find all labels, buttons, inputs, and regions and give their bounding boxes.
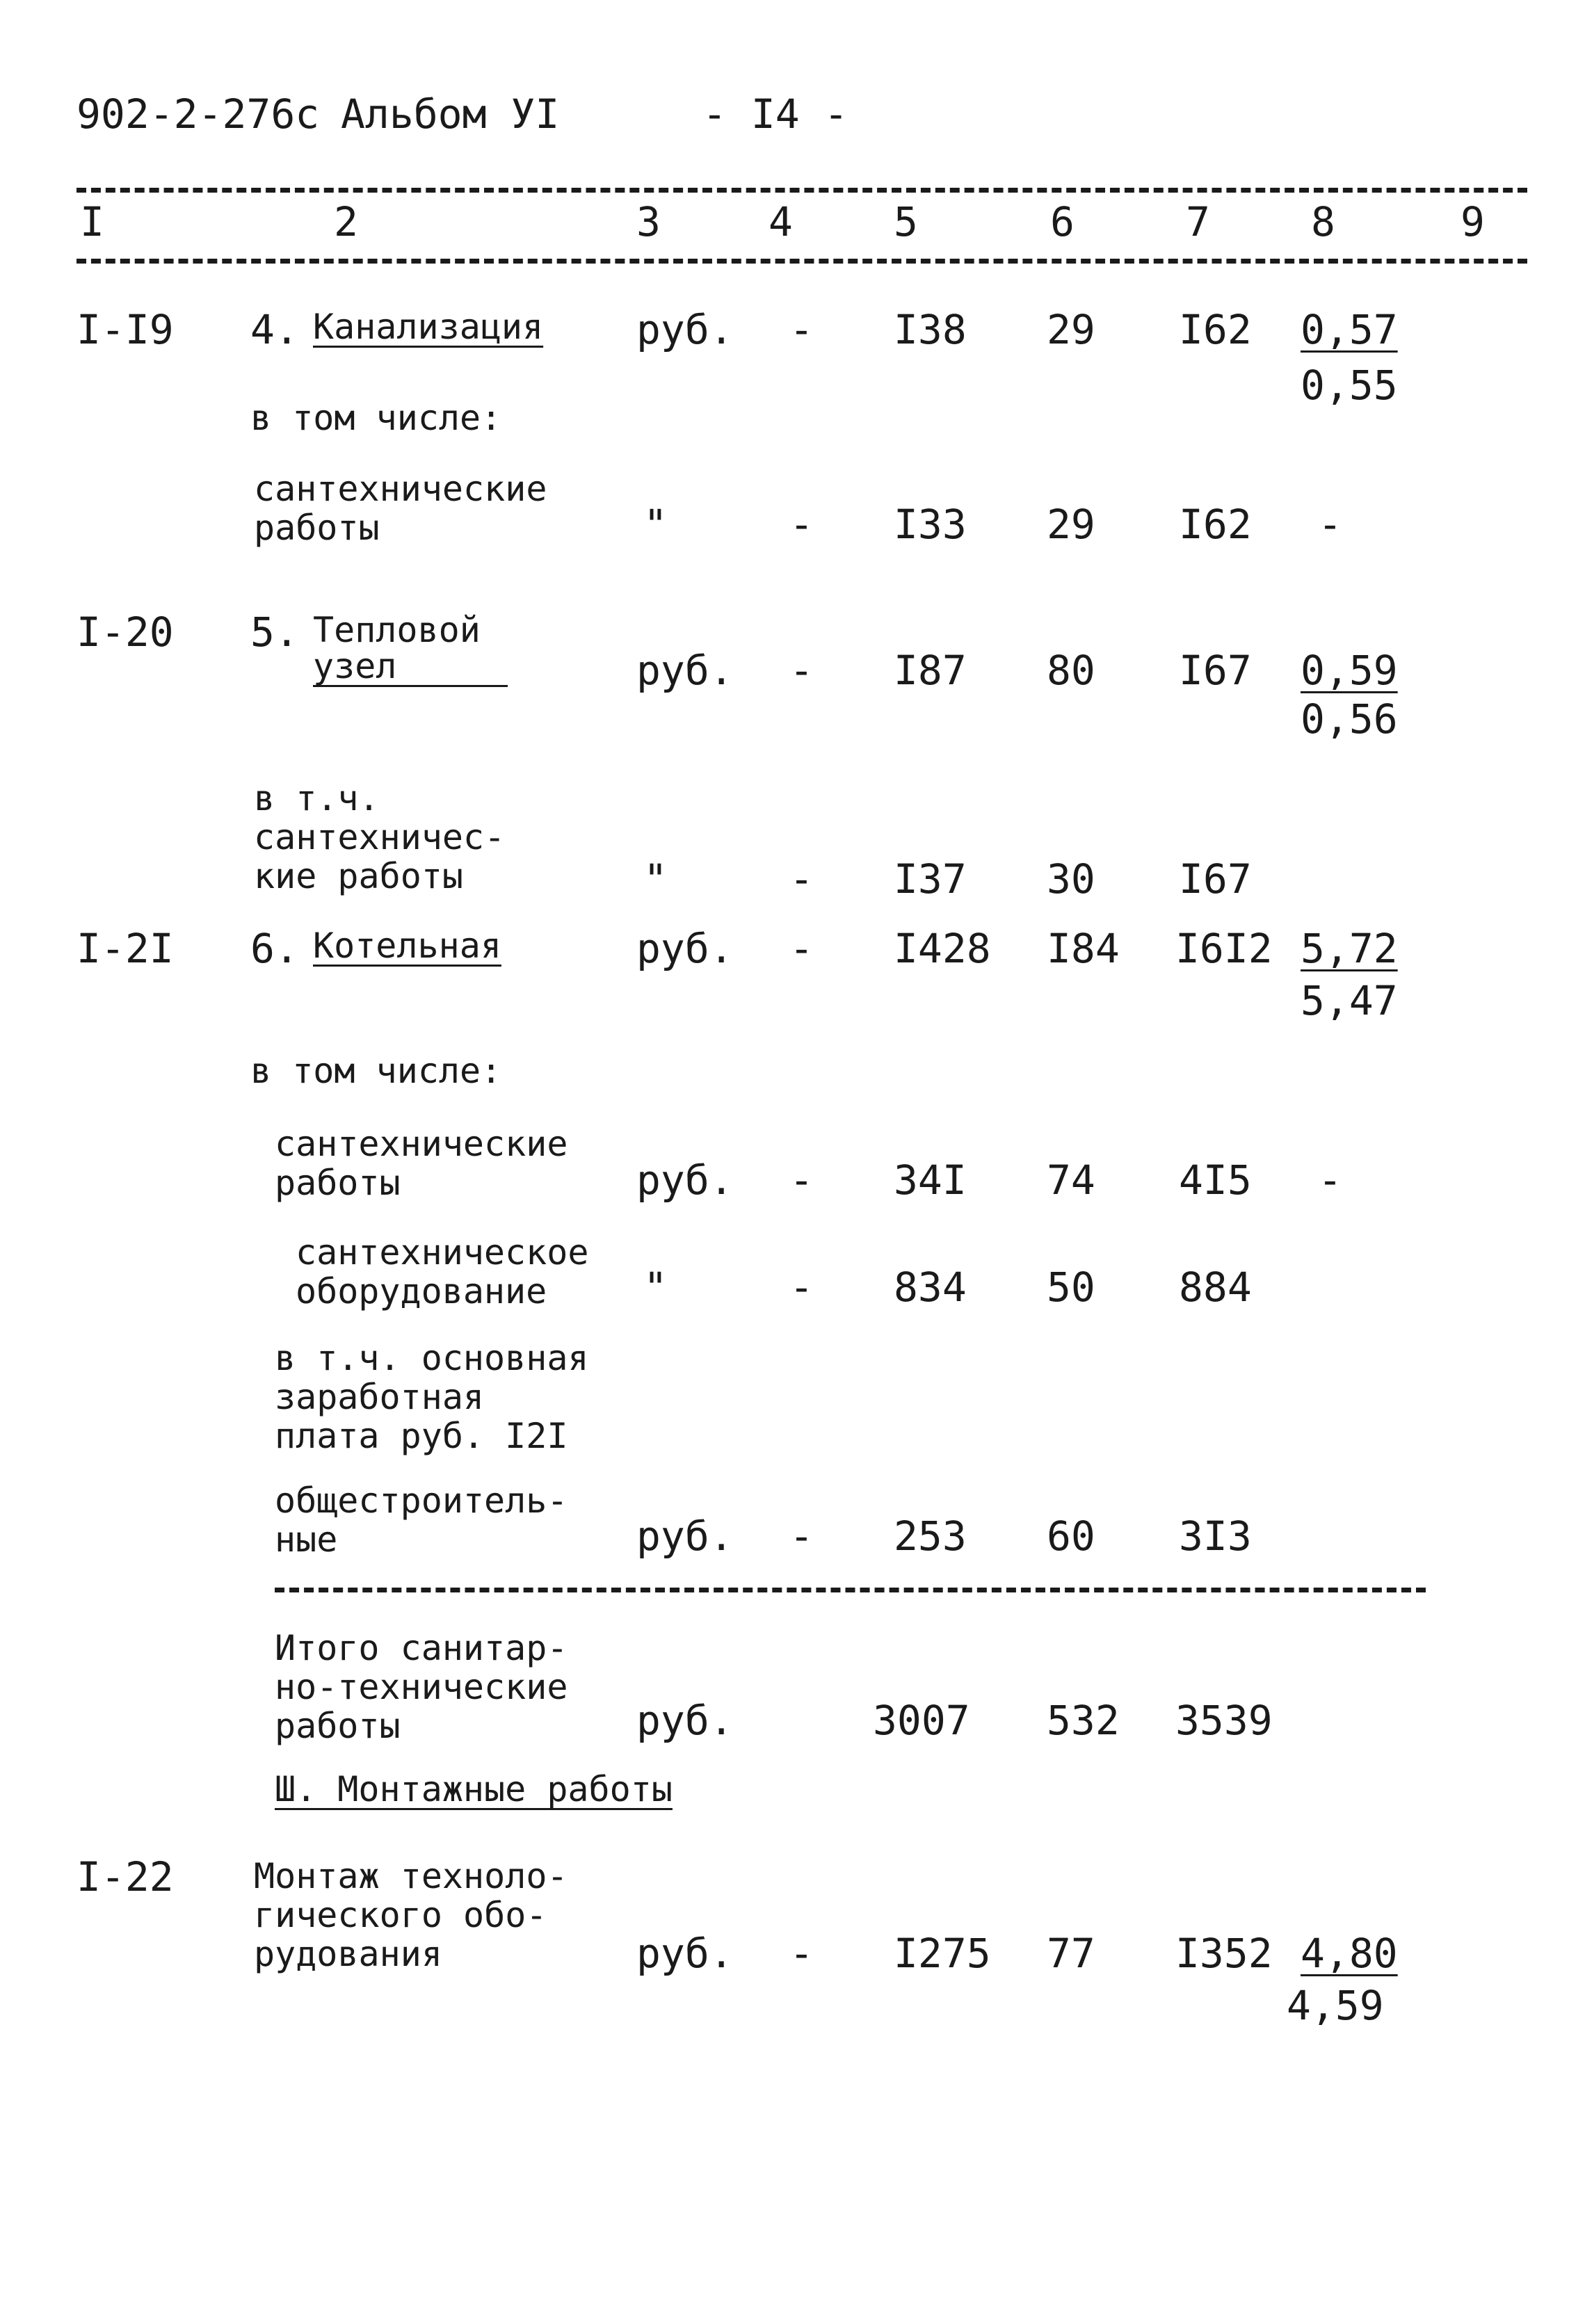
row-name: общестроитель- ные <box>275 1480 568 1560</box>
row-unit: " <box>643 855 668 903</box>
column-header-7: 7 <box>1186 198 1210 245</box>
row-col7: I67 <box>1179 855 1252 903</box>
row-col6: 80 <box>1047 647 1095 694</box>
row-col4: - <box>789 1930 814 1977</box>
row-col6: 74 <box>1047 1156 1095 1204</box>
row-name: Котельная <box>313 926 501 966</box>
album-label: Альбом УI <box>341 90 560 138</box>
row-col6: 50 <box>1047 1264 1095 1311</box>
row-col5: I33 <box>894 501 967 548</box>
row-name-prefix: 4. <box>250 306 299 353</box>
row-col5: I428 <box>894 925 991 972</box>
row-unit: " <box>643 501 668 548</box>
name-underline-extension <box>389 685 508 687</box>
column-header-4: 4 <box>769 198 793 245</box>
row-name-line2: узел <box>313 646 397 686</box>
row-col8: - <box>1318 501 1342 548</box>
row-col6: 77 <box>1047 1930 1095 1977</box>
row-col7: I62 <box>1179 306 1252 353</box>
page-number: - I4 - <box>702 90 848 138</box>
subtotal-rule <box>275 1588 1426 1592</box>
row-col5: 834 <box>894 1264 967 1311</box>
row-col8-top: 0,59 <box>1301 647 1398 694</box>
row-col4: - <box>789 855 814 903</box>
row-col5: I275 <box>894 1930 991 1977</box>
column-header-3: 3 <box>636 198 661 245</box>
row-id: I-22 <box>77 1853 174 1901</box>
row-unit: руб. <box>636 647 734 694</box>
document-code: 902-2-276с <box>77 90 320 138</box>
row-col4: - <box>789 501 814 548</box>
column-header-6: 6 <box>1050 198 1075 245</box>
row-name: сантехническое оборудование <box>296 1232 589 1312</box>
row-col4: - <box>789 1264 814 1311</box>
row-col6: 29 <box>1047 306 1095 353</box>
row-name: сантехнические работы <box>275 1124 568 1203</box>
row-unit: руб. <box>636 306 734 353</box>
row-col5: I37 <box>894 855 967 903</box>
row-unit: " <box>643 1264 668 1311</box>
row-col4: - <box>789 647 814 694</box>
total-unit: руб. <box>636 1697 734 1744</box>
row-col7: I6I2 <box>1175 925 1273 972</box>
row-unit: руб. <box>636 925 734 972</box>
row-unit: руб. <box>636 1156 734 1204</box>
row-name: в т.ч. сантехничес- кие работы <box>254 778 506 896</box>
row-subheading: в том числе: <box>250 398 502 438</box>
section-heading: Ш. Монтажные работы <box>275 1769 673 1809</box>
row-col4: - <box>789 306 814 353</box>
row-unit: руб. <box>636 1512 734 1560</box>
column-header-5: 5 <box>894 198 918 245</box>
row-col6: 29 <box>1047 501 1095 548</box>
row-col8-bottom: 0,56 <box>1301 695 1398 743</box>
row-col8-top: 4,80 <box>1301 1930 1398 1977</box>
row-col5: 253 <box>894 1512 967 1560</box>
row-col6: 30 <box>1047 855 1095 903</box>
row-id: I-20 <box>77 608 174 656</box>
row-col4: - <box>789 1156 814 1204</box>
column-header-9: 9 <box>1461 198 1485 245</box>
row-id: I-I9 <box>77 306 174 353</box>
total-label: Итого санитар- но-технические работы <box>275 1628 568 1746</box>
column-header-1: I <box>80 198 104 245</box>
row-col5: I87 <box>894 647 967 694</box>
row-name-prefix: 5. <box>250 608 299 656</box>
row-col8-top: 5,72 <box>1301 925 1398 972</box>
row-col7: 3I3 <box>1179 1512 1252 1560</box>
row-name-line1: Тепловой <box>313 610 481 650</box>
row-unit: руб. <box>636 1930 734 1977</box>
total-col6: 532 <box>1047 1697 1120 1744</box>
row-subheading: в том числе: <box>250 1051 502 1091</box>
row-col6: 60 <box>1047 1512 1095 1560</box>
row-col7: I352 <box>1175 1930 1273 1977</box>
header-top-rule <box>77 188 1527 193</box>
row-col8-top: 0,57 <box>1301 306 1398 353</box>
total-col7: 3539 <box>1175 1697 1273 1744</box>
header-bottom-rule <box>77 259 1527 264</box>
row-col7: 884 <box>1179 1264 1252 1311</box>
row-col6: I84 <box>1047 925 1120 972</box>
total-col5: 3007 <box>873 1697 970 1744</box>
row-col8-bottom: 5,47 <box>1301 977 1398 1024</box>
row-col4: - <box>789 1512 814 1560</box>
row-id: I-2I <box>77 925 174 972</box>
row-col7: I62 <box>1179 501 1252 548</box>
row-col7: I67 <box>1179 647 1252 694</box>
row-col7: 4I5 <box>1179 1156 1252 1204</box>
row-note: в т.ч. основная заработная плата руб. I2I <box>275 1338 589 1456</box>
row-col5: 34I <box>894 1156 967 1204</box>
row-name: Монтаж техноло- гического обо- рудования <box>254 1856 568 1974</box>
row-col8-bottom: 0,55 <box>1301 362 1398 409</box>
row-name-prefix: 6. <box>250 925 299 972</box>
row-col8-bottom: 4,59 <box>1287 1982 1384 2029</box>
row-col4: - <box>789 925 814 972</box>
column-header-2: 2 <box>334 198 358 245</box>
row-name: Канализация <box>313 307 544 347</box>
row-col8: - <box>1318 1156 1342 1204</box>
column-header-8: 8 <box>1311 198 1335 245</box>
row-col5: I38 <box>894 306 967 353</box>
row-name: сантехнические работы <box>254 469 547 548</box>
